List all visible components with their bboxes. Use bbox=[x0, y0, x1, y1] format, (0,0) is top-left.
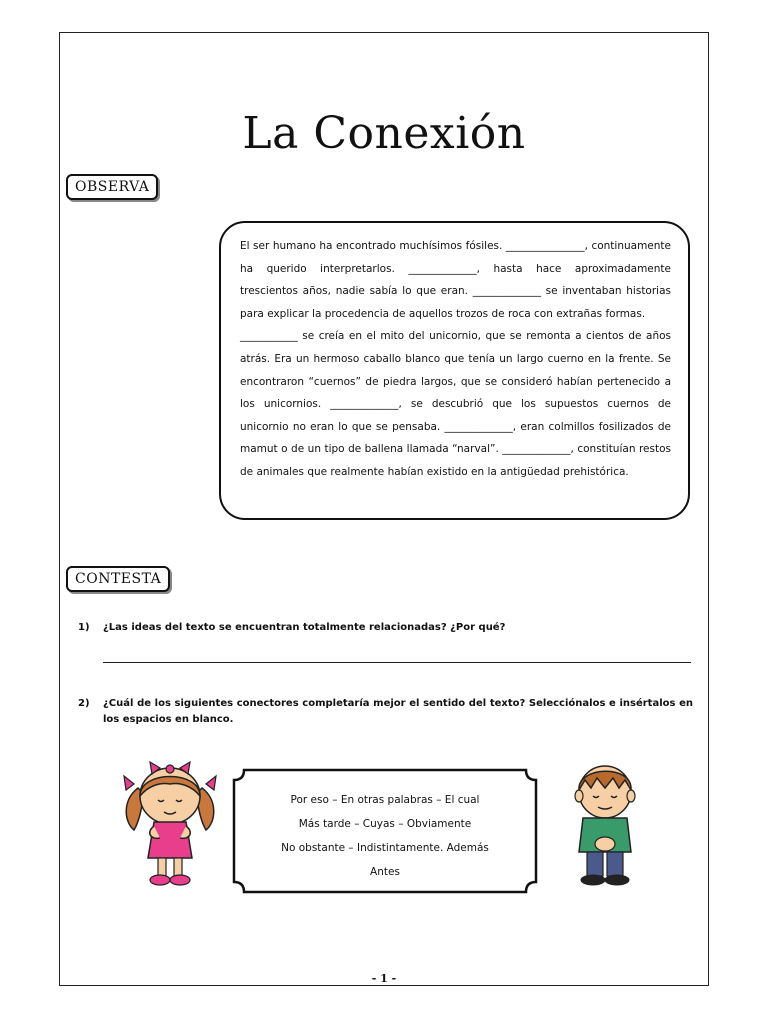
page-number: - 1 - bbox=[371, 972, 397, 985]
question-number: 1) bbox=[78, 622, 90, 633]
boy-illustration bbox=[565, 760, 645, 890]
girl-illustration bbox=[120, 760, 220, 890]
boy-icon bbox=[565, 760, 645, 890]
passage-paragraph-1: El ser humano ha encontrado muchísimos fósiles. _______________, continuamente ha querido interpretarlos. _____________, hasta hace aproximadamente trescientos años, nadie sabía lo que eran. _____________ se inventaban historias para explicar la procedencia de aquellos trozos de roca con extrañas formas. bbox=[240, 240, 671, 320]
connectors-list bbox=[230, 788, 540, 884]
section-label-contesta: CONTESTA bbox=[66, 566, 170, 592]
connector-line: Antes bbox=[370, 866, 400, 878]
question-number: 2) bbox=[78, 698, 90, 709]
passage-box bbox=[219, 221, 690, 520]
connector-line: Por eso – En otras palabras – El cual bbox=[290, 794, 480, 806]
connector-line: Más tarde – Cuyas – Obviamente bbox=[298, 818, 472, 830]
question-text: ¿Cuál de los siguientes conectores completaría mejor el sentido del texto? Selecciónalos e insértalos en los espacios en blanco. bbox=[103, 698, 693, 725]
connectors-box bbox=[230, 766, 540, 896]
passage-paragraph-2: ___________ se creía en el mito del unicornio, que se remonta a cientos de años atrás. Era un hermoso caballo blanco que tenía un largo cuerno en la frente. Se encontraron “cuernos” de piedra largos, que se consideró habían pertenecido a los unicornios. _____________, se descubrió que los supuestos cuernos de unicornio no eran lo que se pensaba. _____________, eran colmillos fosilizados de mamut o de un tipo de ballena llamada “narval”. _____________, constituían restos de animales que realmente habían existido en la antigüedad prehistórica. bbox=[240, 330, 671, 478]
connector-line: No obstante – Indistintamente. Además bbox=[281, 842, 489, 854]
answer-line[interactable] bbox=[103, 662, 691, 663]
question-text: ¿Las ideas del texto se encuentran totalmente relacionadas? ¿Por qué? bbox=[103, 622, 506, 633]
page-title: La Conexión bbox=[242, 108, 526, 159]
question-2 bbox=[78, 696, 693, 728]
section-label-observa: OBSERVA bbox=[66, 174, 158, 200]
girl-icon bbox=[120, 760, 220, 890]
question-1 bbox=[78, 620, 688, 636]
